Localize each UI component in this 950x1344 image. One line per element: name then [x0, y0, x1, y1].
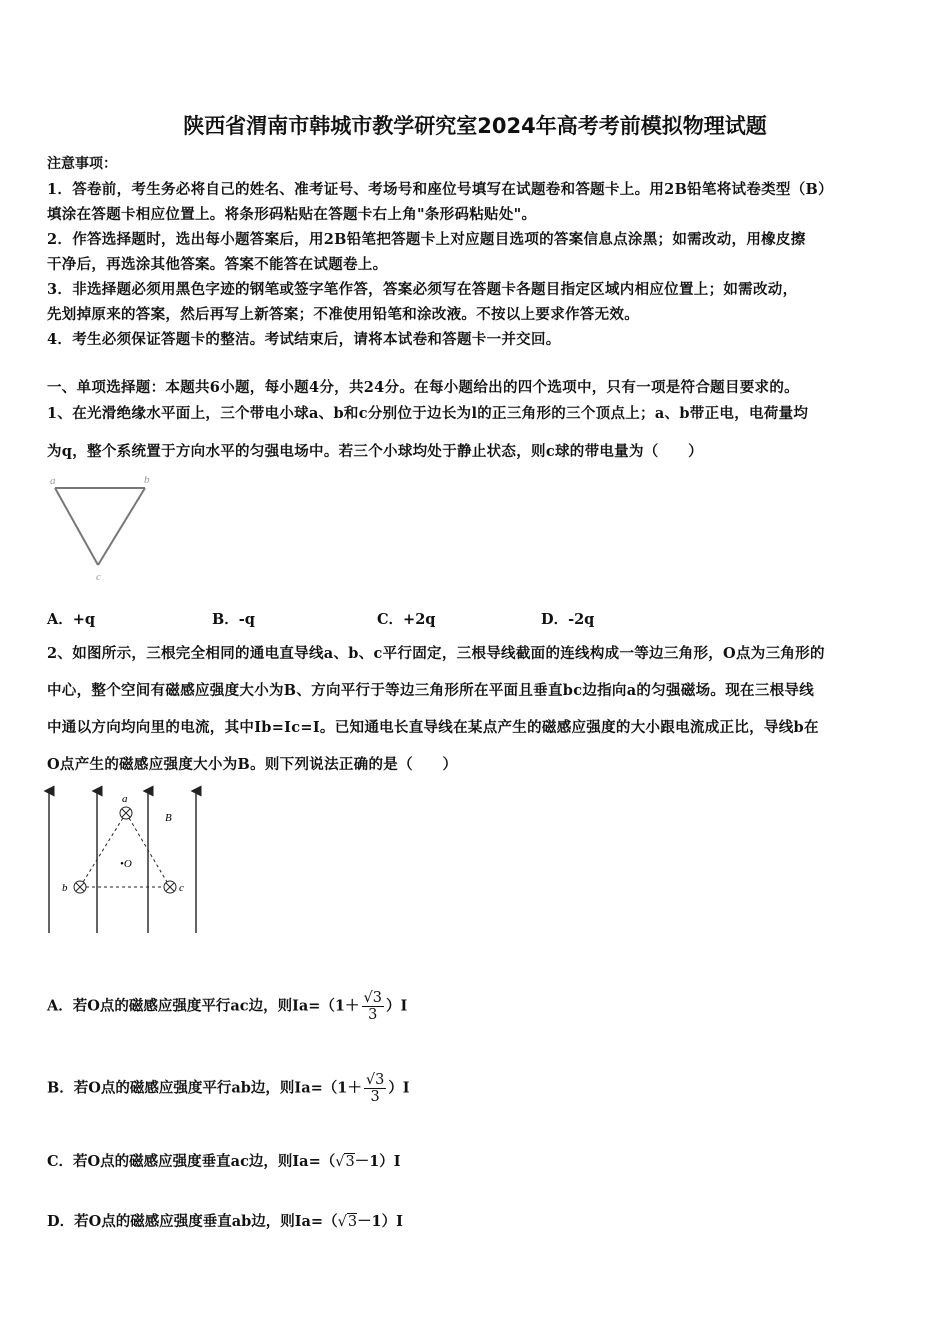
notice-line: 干净后，再选涂其他答案。答案不能答在试题卷上。	[47, 256, 388, 273]
fraction: $\frac{√3}{3}$	[363, 990, 382, 1023]
q1-option-d[interactable]: D．-2q	[541, 611, 595, 628]
section-heading: 一、单项选择题：本题共6小题，每小题4分，共24分。在每小题给出的四个选项中，只有一项是符合题目要求的。	[47, 379, 799, 396]
q1-option-b[interactable]: B．-q	[212, 611, 255, 628]
figure-label-c: c	[179, 882, 184, 894]
q1-option-a[interactable]: A．+q	[47, 611, 96, 628]
figure-label-a: a	[50, 475, 56, 487]
figure-label-b: b	[62, 882, 68, 894]
option-text: C．若O点的磁感应强度垂直ac边，则Ia=（	[47, 1153, 336, 1170]
figure-label-c: c	[96, 571, 101, 583]
figure-label-b: b	[144, 474, 150, 486]
option-text: －1）I	[357, 1213, 403, 1230]
option-text: D．若O点的磁感应强度垂直ab边，则Ia=（	[47, 1213, 338, 1230]
notice-line: 先划掉原来的答案，然后再写上新答案；不准使用铅笔和涂改液。不按以上要求作答无效。	[47, 306, 639, 323]
notice-line: 填涂在答题卡相应位置上。将条形码粘贴在答题卡右上角"条形码粘贴处"。	[47, 206, 537, 223]
q2-stem-line: 2、如图所示，三根完全相同的通电直导线a、b、c平行固定，三根导线截面的连线构成一等边三角形，O点为三角形的	[47, 645, 825, 662]
notice-line: 4．考生必须保证答题卡的整洁。考试结束后，请将本试卷和答题卡一并交回。	[47, 331, 561, 348]
notice-line: 3．非选择题必须用黑色字迹的钢笔或签字笔作答，答案必须写在答题卡各题目指定区域内相应位置上；如需改动，	[47, 281, 798, 298]
option-text: ）I	[388, 1079, 410, 1097]
figure-label-b-field: B	[165, 812, 172, 824]
q2-wires-figure	[40, 783, 210, 938]
q2-option-c[interactable]	[47, 1150, 401, 1171]
q2-option-a[interactable]	[47, 990, 407, 1023]
notice-line: 1．答卷前，考生务必将自己的姓名、准考证号、考场号和座位号填写在试题卷和答题卡上。用2B铅笔将试卷类型（B）	[47, 181, 833, 198]
fraction: $\frac{√3}{3}$	[365, 1072, 385, 1105]
option-text: －1）I	[354, 1153, 401, 1170]
figure-label-a: a	[122, 793, 128, 805]
figure-label-o: •O	[120, 858, 132, 870]
q2-stem-line: 中心，整个空间有磁感应强度大小为B、方向平行于等边三角形所在平面且垂直bc边指向a的匀强磁场。现在三根导线	[47, 682, 815, 699]
q1-triangle-figure	[40, 470, 170, 590]
page-title: 陕西省渭南市韩城市教学研究室2024年高考考前模拟物理试题	[183, 114, 767, 138]
notice-line: 2．作答选择题时，选出每小题答案后，用2B铅笔把答题卡上对应题目选项的答案信息点涂黑；如需改动，用橡皮擦	[47, 231, 806, 248]
q2-stem-line: O点产生的磁感应强度大小为B。则下列说法正确的是（ ）	[47, 756, 458, 773]
option-text: A．若O点的磁感应强度平行ac边，则Ia=（1＋	[47, 997, 360, 1015]
q2-option-b[interactable]	[47, 1072, 410, 1105]
notice-heading: 注意事项：	[47, 156, 117, 172]
option-text: ）I	[386, 997, 408, 1015]
q2-stem-line: 中通以方向均向里的电流，其中Ib=Ic=I。已知通电长直导线在某点产生的磁感应强度的大小跟电流成正比，导线b在	[47, 719, 819, 736]
square-root: √3	[335, 1154, 355, 1170]
q1-stem-line: 1、在光滑绝缘水平面上，三个带电小球a、b和c分别位于边长为l的正三角形的三个顶点上；a、b带正电，电荷量均	[47, 405, 809, 422]
q2-option-d[interactable]	[47, 1210, 403, 1231]
square-root: √3	[337, 1214, 358, 1230]
option-text: B．若O点的磁感应强度平行ab边，则Ia=（1＋	[47, 1079, 362, 1097]
q1-stem-line: 为q，整个系统置于方向水平的匀强电场中。若三个小球均处于静止状态，则c球的带电量为（ ）	[47, 443, 703, 460]
q1-option-c[interactable]: C．+2q	[377, 611, 436, 628]
